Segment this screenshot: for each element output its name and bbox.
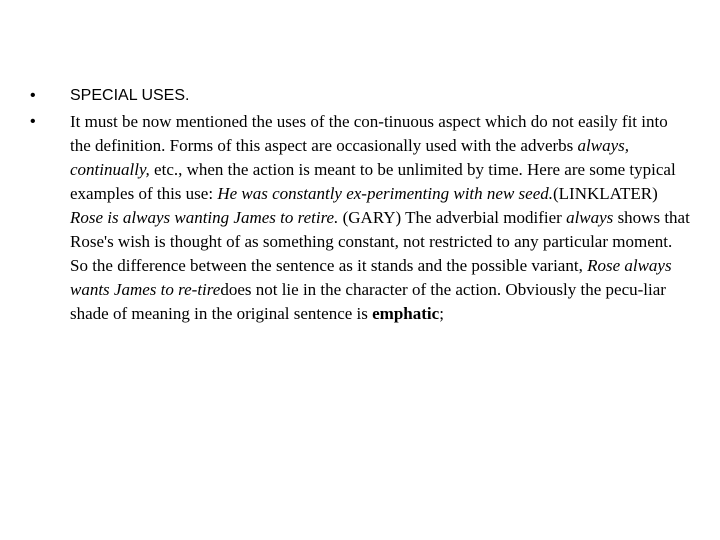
italic-example-2: Rose is always wanting James to retire. <box>70 208 339 227</box>
italic-adverbs: always, continually, <box>70 136 629 179</box>
bullet-item-heading <box>30 84 690 108</box>
bullet-item-body <box>30 110 690 326</box>
text-run: (LINKLATER) <box>553 184 658 203</box>
italic-variant: Rose always wants James to re-tire <box>70 256 672 299</box>
text-run: ; <box>439 304 444 323</box>
bullet-marker: • <box>30 113 36 130</box>
section-heading: SPECIAL USES. <box>70 87 190 104</box>
text-run: It must be now mentioned the uses of the con-tinuous aspect which do not easily fit into the definition. Forms of this aspect are occasionally used with the adverbs <box>70 112 668 155</box>
text-run: (GARY) The adverbial modifier <box>338 208 567 227</box>
bullet-list <box>30 84 690 326</box>
bold-emphatic: emphatic <box>372 304 440 323</box>
italic-always: always <box>566 208 614 227</box>
body-paragraph <box>70 110 690 326</box>
bullet-marker: • <box>30 87 36 104</box>
text-run: does not lie in the character of the action. Obviously the pecu-liar shade of meaning in the original sentence is <box>70 280 666 323</box>
text-run: etc., when the action is meant to be unlimited by time. Here are some typical examples of this use: <box>70 160 676 203</box>
italic-example-1: He was constantly ex-perimenting with new seed. <box>217 184 553 203</box>
text-run: shows that Rose's wish is thought of as something constant, not restricted to any particular moment. So the difference between the sentence as it stands and the possible variant, <box>70 208 690 275</box>
